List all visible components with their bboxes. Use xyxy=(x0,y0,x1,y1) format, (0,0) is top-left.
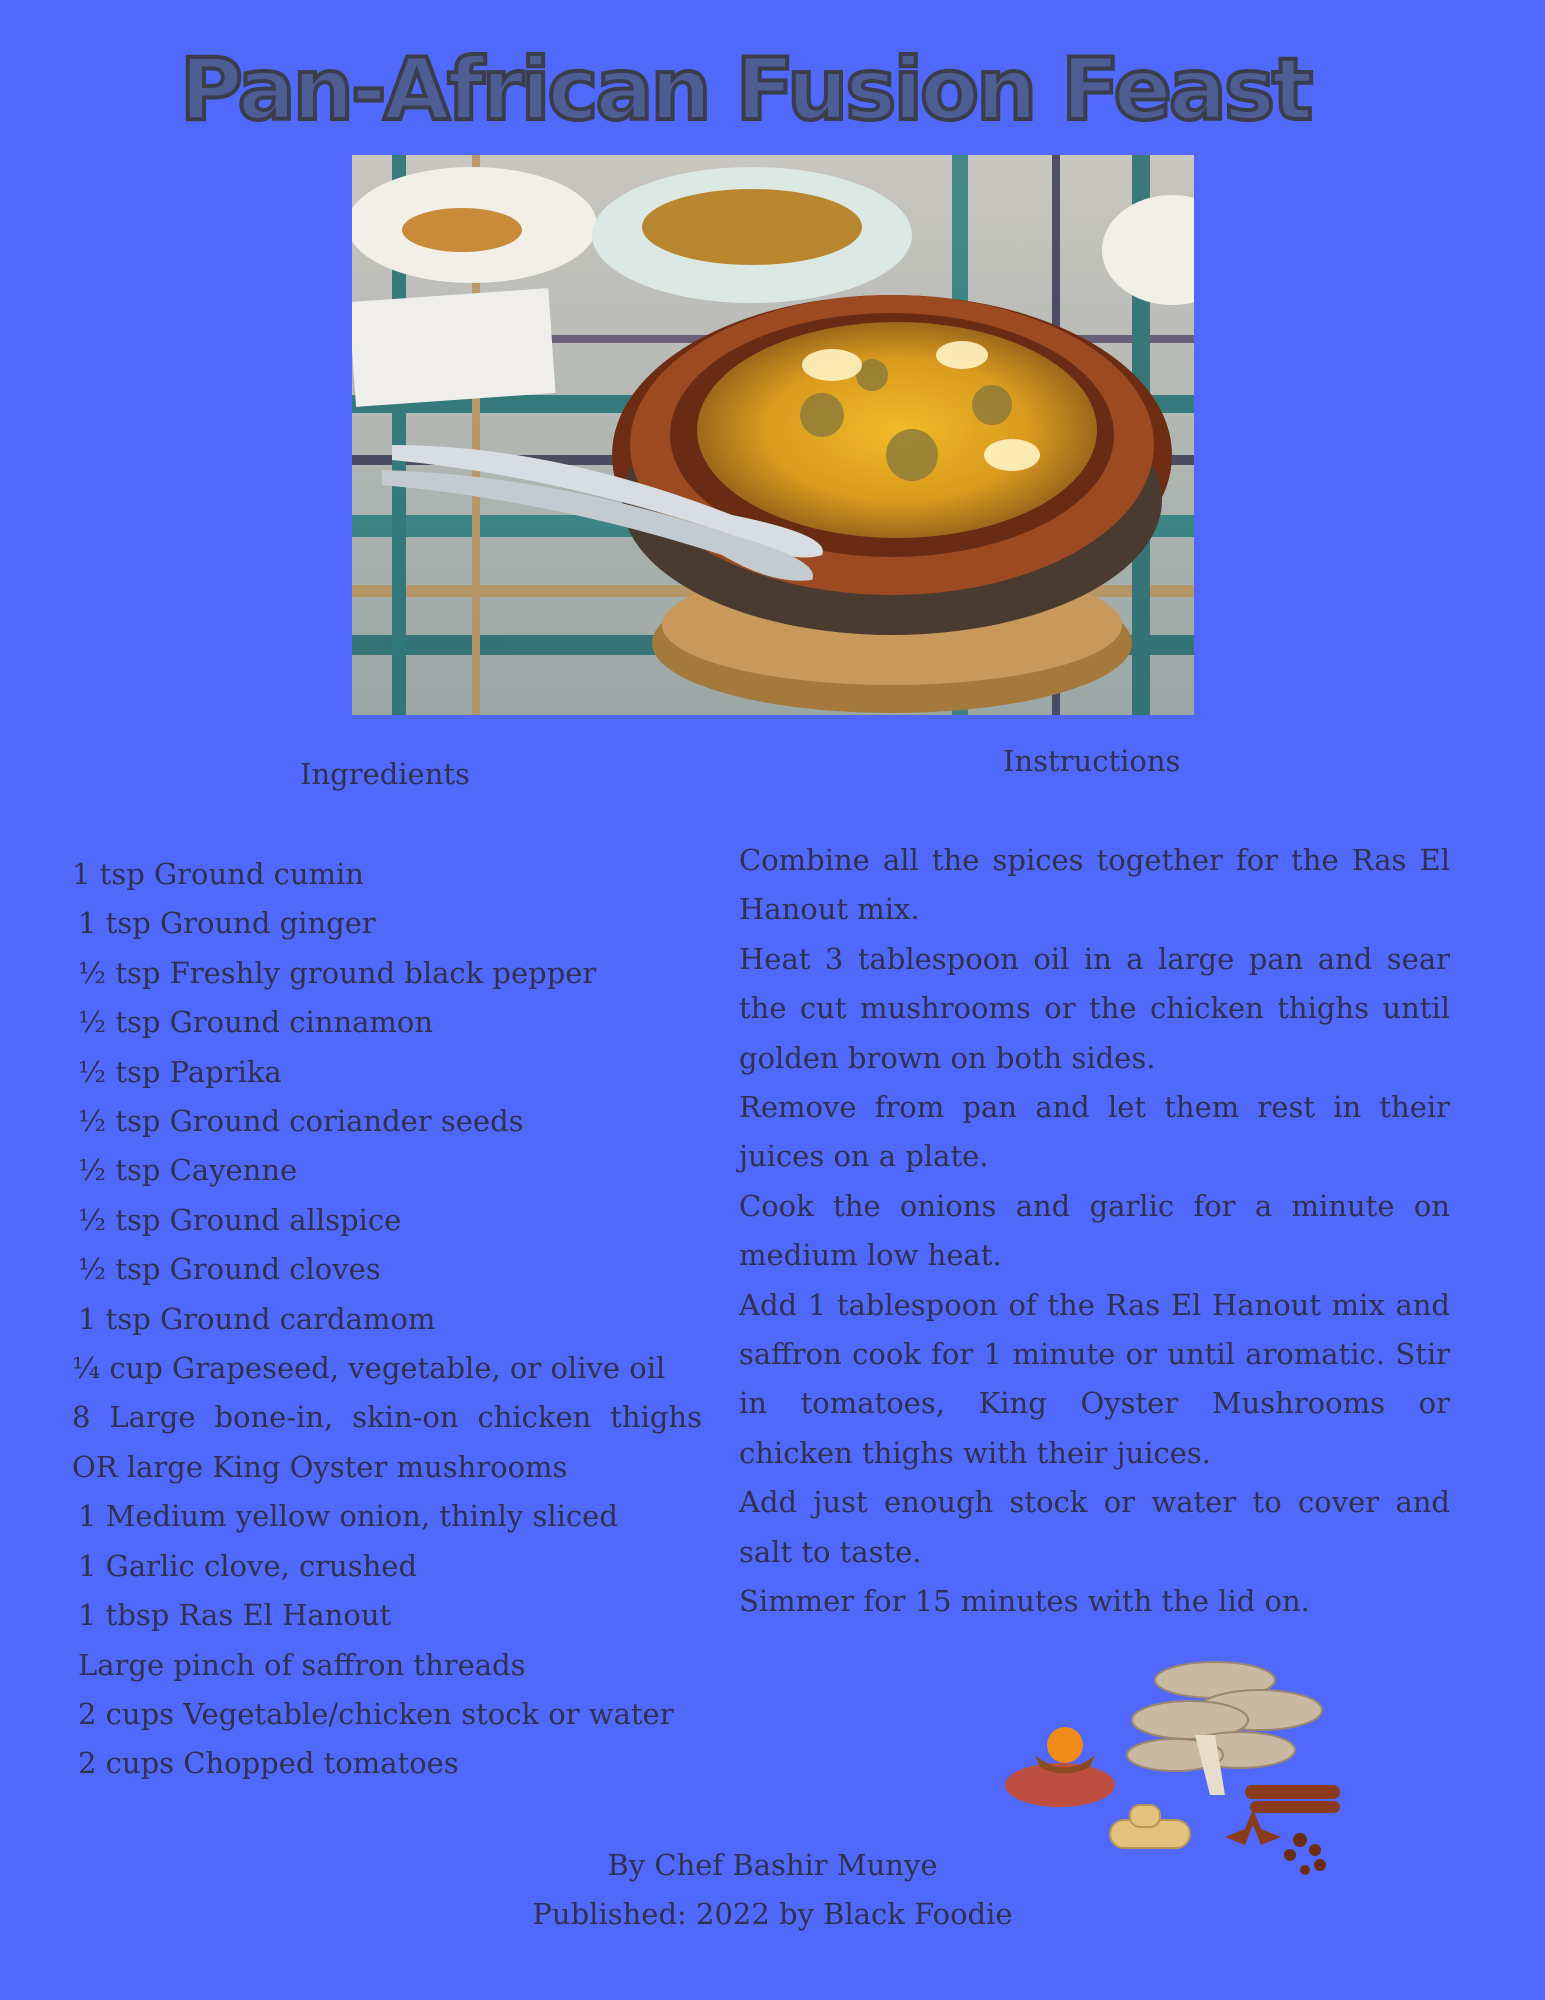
instruction-step: Add just enough stock or water to cover and salt to taste. xyxy=(739,1485,1450,1569)
ingredient-item: 1 tbsp Ras El Hanout xyxy=(78,1598,392,1633)
tagine-dish-photo xyxy=(352,155,1194,715)
instruction-step: Add 1 tablespoon of the Ras El Hanout mix and saffron cook for 1 minute or until aromatic. Stir in tomatoes, King Oyster Mushrooms or chicken thighs with their juices. xyxy=(739,1287,1450,1470)
ingredient-item: 1 tsp Ground cumin xyxy=(72,857,364,891)
author-credit: By Chef Bashir Munye xyxy=(607,1848,938,1882)
instruction-step: Remove from pan and let them rest in their juices on a plate. xyxy=(739,1090,1450,1174)
instruction-step: Simmer for 15 minutes with the lid on. xyxy=(739,1584,1310,1619)
ingredient-item: Large pinch of saffron threads xyxy=(78,1647,526,1682)
page-title: Pan-African Fusion Feast xyxy=(179,40,1311,140)
instructions-list xyxy=(739,836,1450,1627)
instructions-heading: Instructions xyxy=(1003,744,1181,778)
ingredient-item: ¼ cup Grapeseed, vegetable, or olive oil xyxy=(72,1351,666,1386)
ingredient-item: 2 cups Chopped tomatoes xyxy=(78,1746,459,1781)
instruction-step: Combine all the spices together for the Ras El Hanout mix. xyxy=(739,843,1450,927)
instruction-step: Heat 3 tablespoon oil in a large pan and sear the cut mushrooms or the chicken thighs until golden brown on both sides. xyxy=(739,941,1450,1075)
ingredient-item: ½ tsp Cayenne xyxy=(78,1153,298,1188)
ingredient-item: 1 tsp Ground cardamom xyxy=(78,1301,436,1336)
ingredient-item: 1 tsp Ground ginger xyxy=(78,906,376,941)
ingredient-item: ½ tsp Paprika xyxy=(78,1054,282,1089)
ingredient-item: ½ tsp Ground coriander seeds xyxy=(78,1104,524,1139)
ingredient-item: 8 Large bone-in, skin-on chicken thighs OR large King Oyster mushrooms xyxy=(72,1400,702,1484)
ingredient-item: ½ tsp Ground cloves xyxy=(78,1252,381,1287)
ingredient-item: 2 cups Vegetable/chicken stock or water xyxy=(78,1696,674,1731)
instruction-step: Cook the onions and garlic for a minute on medium low heat. xyxy=(739,1188,1450,1273)
ingredients-heading: Ingredients xyxy=(300,757,470,791)
ingredients-list xyxy=(72,850,702,1789)
publication-credit: Published: 2022 by Black Foodie xyxy=(532,1897,1013,1931)
ingredient-item: ½ tsp Ground allspice xyxy=(78,1202,402,1237)
ingredient-item: ½ tsp Ground cinnamon xyxy=(78,1005,434,1040)
ingredient-item: 1 Garlic clove, crushed xyxy=(78,1548,418,1583)
ingredient-item: 1 Medium yellow onion, thinly sliced xyxy=(78,1499,618,1534)
ingredient-item: ½ tsp Freshly ground black pepper xyxy=(78,955,597,990)
